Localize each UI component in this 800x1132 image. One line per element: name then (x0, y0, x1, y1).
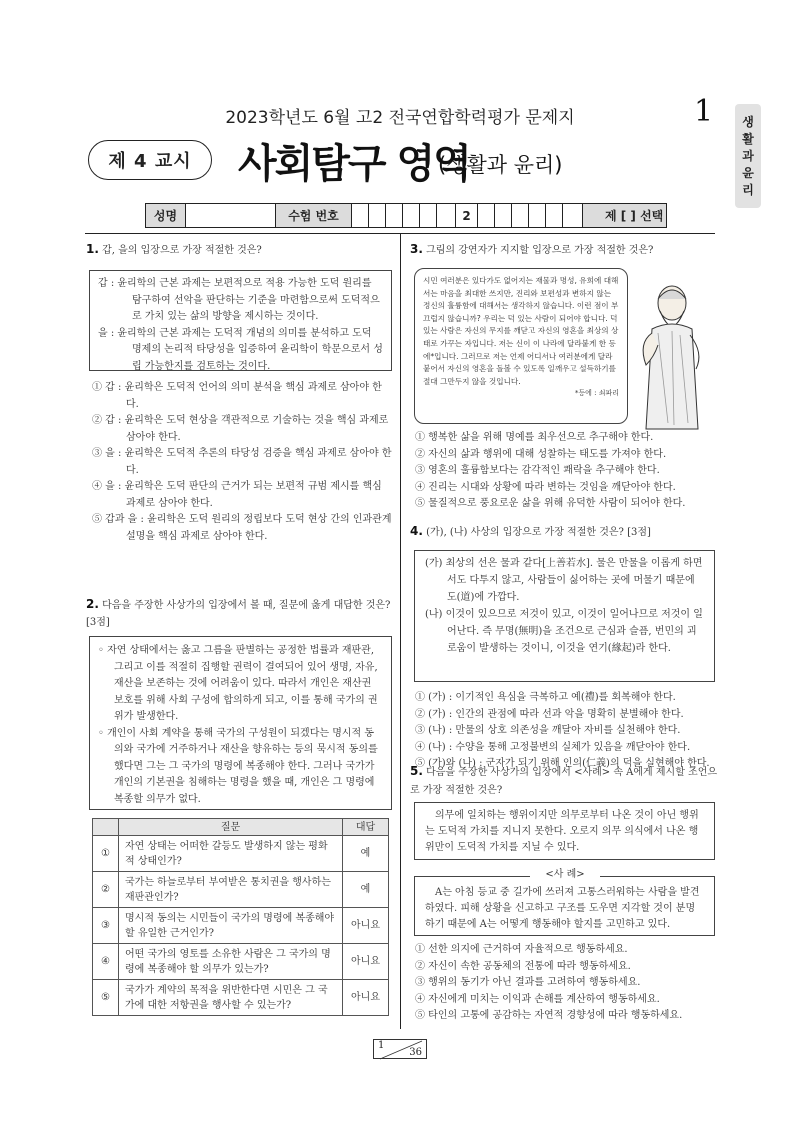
question-1-passage (89, 270, 392, 371)
question-number: 5. (410, 764, 423, 778)
side-tab-char: 활 (742, 131, 754, 146)
question-text: (가), (나) 사상의 입장으로 가장 적절한 것은? [3점] (426, 527, 651, 538)
passage-paragraph: 갑 : 윤리학의 근본 과제는 보편적으로 적용 가능한 도덕 원리를 탐구하여 선악을 판단하는 기준을 마련함으로써 도덕적으로 가치 있는 삶의 방향을 제시하는 것이다. (98, 278, 380, 322)
exam-number-cell[interactable] (386, 204, 403, 227)
question-4-stem (410, 524, 720, 540)
column-divider (400, 234, 401, 1029)
table-header-answer: 대답 (343, 819, 389, 836)
choice-3[interactable]: ③ 영혼의 훌륭함보다는 감각적인 쾌락을 추구해야 한다. (415, 465, 660, 476)
row-answer: 아니요 (343, 908, 389, 944)
case-label: <사 례> (530, 868, 600, 882)
question-text: 다음을 주장한 사상가의 입장에서 <사례> 속 A에게 제시할 조언으로 가장 적절한 것은? (410, 767, 718, 796)
choice-4[interactable]: ④ 자신에게 미치는 이익과 손해를 계산하여 행동하세요. (415, 993, 660, 1005)
choice-2[interactable]: ② (가) : 인간의 관점에 따라 선과 악을 명확히 분별해야 한다. (415, 708, 684, 720)
side-tab-char: 생 (742, 114, 754, 129)
question-text: 갑, 을의 입장으로 가장 적절한 것은? (102, 245, 262, 256)
current-page: 1 (378, 1040, 385, 1051)
row-number: ① (93, 836, 119, 872)
table-row[interactable] (93, 944, 389, 980)
row-answer: 아니요 (343, 944, 389, 980)
table-row[interactable] (93, 836, 389, 872)
side-tab-char: 리 (742, 182, 754, 197)
row-number: ④ (93, 944, 119, 980)
subject-subtitle: (생활과 윤리) (438, 153, 563, 177)
choice-2[interactable]: ② 자신의 삶과 행위에 대해 성찰하는 태도를 가져야 한다. (415, 448, 667, 460)
row-number: ③ (93, 908, 119, 944)
row-answer: 예 (343, 836, 389, 872)
question-1-stem (86, 242, 396, 258)
passage-paragraph: 을 : 윤리학의 근본 과제는 도덕적 개념의 의미를 분석하고 도덕 명제의 논리적 타당성을 입증하여 윤리학이 학문으로서 성립 가능한지를 검토하는 것이다. (98, 327, 383, 372)
choice-1[interactable]: ① 행복한 삶을 위해 명예를 최우선으로 추구해야 한다. (415, 432, 654, 443)
passage-paragraph: ◦ 자연 상태에서는 옳고 그름을 판별하는 공정한 법률과 재판관, 그리고 이를 적절히 집행할 권력이 결여되어 있어 생명, 자유, 재산을 보존하는 것에 어려움이 있다. 따라서 개인은 재산권 보호를 위해 사회 구성에 합의하게 되고, 이를 통해 국가의 권위가 발생한다. (98, 645, 378, 722)
side-tab-char: 윤 (742, 165, 754, 180)
question-3-choices (415, 430, 717, 513)
passage-paragraph: (나) 이것이 있으므로 저것이 있고, 이것이 일어나므로 저것이 일어난다. 즉 무명(無明)을 조건으로 근심과 슬픔, 번민의 괴로움이 발생하는 것이니, 이것을 연기(緣起)라 한다. (425, 609, 703, 654)
question-3-stem (410, 242, 720, 258)
question-5-case: A는 아침 등교 중 길가에 쓰러져 고통스러워하는 사람을 발견하였다. 피해 상황을 신고하고 구조를 도우면 지각할 것이 분명하기 때문에 A는 어떻게 행동해야 할지를 고민하고 있다. (414, 876, 715, 936)
exam-number-cell[interactable] (437, 204, 456, 227)
question-number: 3. (410, 242, 423, 256)
table-row[interactable] (93, 872, 389, 908)
table-row[interactable] (93, 908, 389, 944)
row-question: 자연 상태는 어떠한 갈등도 발생하지 않는 평화적 상태인가? (119, 836, 343, 872)
choice-1[interactable]: ① 갑 : 윤리학은 도덕적 언어의 의미 분석을 핵심 과제로 삼아야 한다. (92, 382, 382, 410)
choice-1[interactable]: ① 선한 의지에 근거하여 자율적으로 행동하세요. (415, 944, 628, 955)
question-number: 2. (86, 597, 99, 611)
exam-number-digit: 2 (456, 204, 478, 227)
elective-choice-label: 제 [ ] 선택 (583, 204, 666, 227)
session-label: 제 4 교시 (88, 140, 212, 180)
choice-2[interactable]: ② 갑 : 윤리학은 도덕 현상을 객관적으로 기술하는 것을 핵심 과제로 삼아야 한다. (92, 415, 389, 443)
choice-5[interactable]: ⑤ 갑과 을 : 윤리학은 도덕 원리의 정립보다 도덕 현상 간의 인과관계 설명을 핵심 과제로 삼아야 한다. (92, 514, 392, 542)
choice-5[interactable]: ⑤ 물질적으로 풍요로운 삶을 위해 유덕한 사람이 되어야 한다. (415, 498, 686, 509)
row-question: 어떤 국가의 영토를 소유한 사람은 그 국가의 명령에 복종해야 할 의무가 있는가? (119, 944, 343, 980)
choice-3[interactable]: ③ 행위의 동기가 아닌 결과를 고려하여 행동하세요. (415, 977, 641, 988)
question-text: 다음을 주장한 사상가의 입장에서 볼 때, 질문에 옳게 대답한 것은? [3점] (86, 600, 391, 628)
exam-number-cell[interactable] (495, 204, 512, 227)
question-4-passage (414, 550, 715, 682)
row-answer: 예 (343, 872, 389, 908)
question-number: 1. (86, 242, 99, 256)
question-2-table (92, 818, 389, 1016)
exam-title: 2023학년도 6월 고2 전국연합학력평가 문제지 (225, 108, 575, 128)
passage-paragraph: (가) 최상의 선은 물과 같다[上善若水]. 물은 만물을 이롭게 하면서도 다투지 않고, 사람들이 싫어하는 곳에 머물기 때문에 도(道)에 가깝다. (425, 558, 703, 603)
row-question: 국가가 계약의 목적을 위반한다면 시민은 그 국가에 대한 저항권을 행사할 수 있는가? (119, 980, 343, 1016)
side-tab-char: 과 (742, 148, 754, 163)
question-1-choices (92, 380, 394, 545)
choice-1[interactable]: ① (가) : 이기적인 욕심을 극복하고 예(禮)를 회복해야 한다. (415, 692, 676, 703)
passage-paragraph: ◦ 개인이 사회 계약을 통해 국가의 구성원이 되겠다는 명시적 동의와 국가에 거주하거나 재산을 향유하는 등의 묵시적 동의를 했다면 그는 그 국가의 명령에 복종해야 한다. 그러나 국가가 개인의 기본권을 침해하는 명령을 했을 때, 개인은 그 명령에 복종할 의무가 없다. (98, 727, 378, 805)
name-field[interactable] (186, 204, 276, 227)
exam-number-cell[interactable] (529, 204, 546, 227)
exam-number-cell[interactable] (546, 204, 563, 227)
name-label: 성명 (146, 204, 186, 227)
total-pages: 36 (409, 1047, 422, 1058)
page-number: 1 (694, 94, 714, 129)
philosopher-illustration-icon (628, 273, 708, 433)
exam-number-cell[interactable] (403, 204, 420, 227)
exam-number-cell[interactable] (478, 204, 495, 227)
question-4-choices (415, 690, 717, 773)
row-question: 명시적 동의는 시민들이 국가의 명령에 복종해야 할 유일한 근거인가? (119, 908, 343, 944)
student-info-row (145, 203, 667, 228)
choice-5[interactable]: ⑤ 타인의 고통에 공감하는 자연적 경향성에 따라 행동하세요. (415, 1010, 683, 1021)
question-5-stem (410, 762, 720, 800)
row-number: ② (93, 872, 119, 908)
speech-bubble (414, 268, 628, 424)
exam-number-cell[interactable] (369, 204, 386, 227)
row-question: 국가는 하늘로부터 부여받은 통치권을 행사하는 재판관인가? (119, 872, 343, 908)
choice-4[interactable]: ④ 을 : 윤리학은 도덕 판단의 근거가 되는 보편적 규범 제시를 핵심 과제로 삼아야 한다. (92, 481, 382, 509)
row-number: ⑤ (93, 980, 119, 1016)
question-5-passage: 의무에 일치하는 행위이지만 의무로부터 나온 것이 아닌 행위는 도덕적 가치를 지니지 못한다. 오로지 의무 의식에서 나온 행위만이 도덕적 가치를 지닐 수 있다. (414, 802, 715, 860)
speech-footnote: *등에 : 쇠파리 (574, 389, 619, 398)
exam-number-cell[interactable] (420, 204, 437, 227)
choice-3[interactable]: ③ 을 : 윤리학은 도덕적 추론의 타당성 검증을 핵심 과제로 삼아야 한다. (92, 448, 392, 476)
subject-title: 사회탐구 영역 (238, 141, 470, 187)
question-2-passage (89, 636, 392, 810)
speech-text: 시민 여러분은 있다가도 없어지는 재물과 명성, 유희에 대해서는 마음을 최대한 쓰지만, 진리와 보편성과 변하지 않는 정신의 훌륭함에 대해서는 생각하지 않습니다. 이런 점이 부끄럽지 않습니까? 우리는 덕 있는 사람이 되어야 합니다. 덕 있는 사람은 자신의 무지를 깨닫고 자신의 영혼을 최상의 상태로 가꾸는 자입니다. 저는 신이 이 나라에 달라붙게 한 등에*입니다. 그러므로 저는 언제 어디서나 여러분에게 달라붙어서 자신의 영혼을 돌볼 수 있도록 일깨우고 설득하기를 절대 그만두지 않을 것입니다. (423, 276, 619, 386)
exam-number-cell[interactable] (512, 204, 529, 227)
choice-5[interactable]: ⑤ (가)와 (나) : 군자가 되기 위해 인의(仁義)의 덕을 실현해야 한다. (415, 758, 710, 769)
table-row[interactable] (93, 980, 389, 1016)
question-2-stem (86, 596, 396, 631)
question-5-choices (415, 942, 717, 1025)
subject-side-tab (735, 104, 761, 208)
choice-3[interactable]: ③ (나) : 만물의 상호 의존성을 깨달아 자비를 실천해야 한다. (415, 725, 681, 736)
table-header-blank (93, 819, 119, 836)
exam-number-label: 수험 번호 (276, 204, 352, 227)
choice-4[interactable]: ④ 진리는 시대와 상황에 따라 변하는 것임을 깨닫아야 한다. (415, 481, 676, 493)
choice-4[interactable]: ④ (나) : 수양을 통해 고정불변의 실체가 있음을 깨닫아야 한다. (415, 741, 691, 753)
choice-2[interactable]: ② 자신이 속한 공동체의 전통에 따라 행동하세요. (415, 960, 631, 972)
page-indicator (373, 1039, 427, 1059)
row-answer: 아니요 (343, 980, 389, 1016)
exam-number-cell[interactable] (352, 204, 369, 227)
question-text: 그림의 강연자가 지지할 입장으로 가장 적절한 것은? (426, 245, 654, 256)
table-header-question: 질문 (119, 819, 343, 836)
exam-number-cell[interactable] (563, 204, 583, 227)
question-number: 4. (410, 524, 423, 538)
